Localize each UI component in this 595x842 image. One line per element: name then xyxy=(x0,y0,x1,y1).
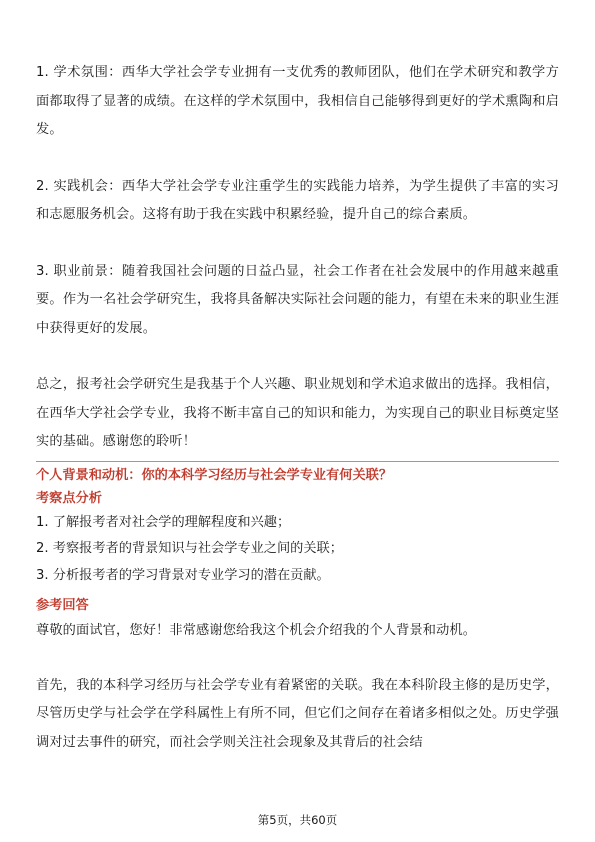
answer-greeting: 尊敬的面试官，您好！非常感谢您给我这个机会介绍我的个人背景和动机。 xyxy=(36,623,477,638)
question-heading: 个人背景和动机：你的本科学习经历与社会学专业有何关联？ xyxy=(36,467,393,483)
paragraph-academic-atmosphere: 1. 学术氛围：西华大学社会学专业拥有一支优秀的教师团队，他们在学术研究和教学方面都取得了显著的成绩。在这样的学术氛围中，我相信自己能够得到更好的学术熏陶和启发。 xyxy=(36,65,559,137)
paragraph-conclusion: 总之，报考社会学研究生是我基于个人兴趣、职业规划和学术追求做出的选择。我相信，在西华大学社会学专业，我将不断丰富自己的知识和能力，为实现自己的职业目标奠定坚实的基础。感谢您的聆听！ xyxy=(36,377,559,449)
paragraph-career-prospects: 3. 职业前景：随着我国社会问题的日益凸显，社会工作者在社会发展中的作用越来越重要。作为一名社会学研究生，我将具备解决实际社会问题的能力，有望在未来的职业生涯中获得更好的发展。 xyxy=(36,263,559,336)
page-number-footer: 第5页，共60页 xyxy=(257,813,338,827)
document-page xyxy=(36,59,559,757)
analysis-title: 考察点分析 xyxy=(36,490,102,506)
paragraph-practice-opportunities: 2. 实践机会：西华大学社会学专业注重学生的实践能力培养，为学生提供了丰富的实习和志愿服务机会。这将有助于我在实践中积累经验，提升自己的综合素质。 xyxy=(36,178,559,222)
answer-body: 首先，我的本科学习经历与社会学专业有着紧密的关联。我在本科阶段主修的是历史学，尽管历史学与社会学在学科属性上有所不同，但它们之间存在着诸多相似之处。历史学强调对过去事件的研究，而社会学则关注社会现象及其背后的社会结 xyxy=(36,677,559,750)
answer-title: 参考回答 xyxy=(36,598,89,613)
section-divider xyxy=(36,461,559,462)
analysis-point: 3. 分析报考者的学习背景对专业学习的潜在贡献。 xyxy=(36,567,330,583)
analysis-point: 2. 考察报考者的背景知识与社会学专业之间的关联； xyxy=(36,541,343,556)
analysis-point: 1. 了解报考者对社会学的理解程度和兴趣； xyxy=(36,514,291,530)
